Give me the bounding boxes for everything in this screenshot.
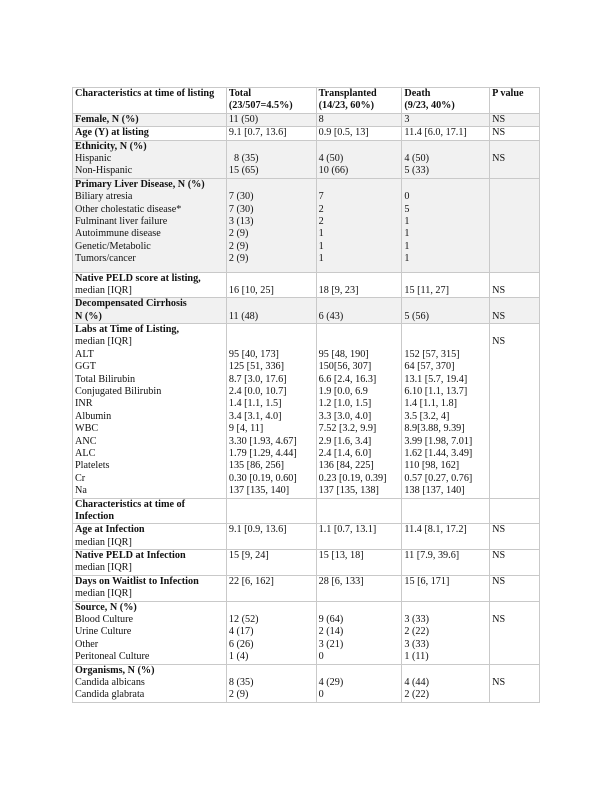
- cell-death: 4 (50) 5 (33): [402, 140, 490, 178]
- table-row-source: [73, 601, 540, 664]
- table-row-native-peld-listing: [73, 272, 540, 298]
- cell-transplanted: 95 [48, 190] 150[56, 307] 6.6 [2.4, 16.3] 1.9 [0.0, 6.9 1.2 [1.0, 1.5] 3.3 [3.0, 4.0] 7.52 [3.2, 9.9] 2.9 [1.6, 3.4] 2.4 [1.4, 6.0] 136 [84, 225] 0.23 [0.19, 0.39] 137 [135, 138]: [316, 324, 402, 498]
- cell-total: 12 (52) 4 (17) 6 (26) 1 (4): [226, 601, 316, 664]
- cell-p-value: NS: [490, 550, 540, 576]
- section-label: Characteristics at time of Infection: [73, 498, 227, 524]
- row-label: Days on Waitlist to Infection median [IQR]: [73, 575, 227, 601]
- cell-death: 3: [402, 113, 490, 126]
- cell-total: 9.1 [0.7, 13.6]: [226, 127, 316, 140]
- row-label: Native PELD at Infection median [IQR]: [73, 550, 227, 576]
- cell-transplanted: 8: [316, 113, 402, 126]
- table-row-labs-at-listing: [73, 324, 540, 498]
- characteristics-table: [72, 87, 540, 703]
- cell-p-value: [490, 178, 540, 272]
- cell-transplanted: 4 (29) 0: [316, 664, 402, 702]
- cell-total: 16 [10, 25]: [226, 272, 316, 298]
- row-label: Age at Infection median [IQR]: [73, 524, 227, 550]
- table-row-organisms: [73, 664, 540, 702]
- cell-total: 11 (50): [226, 113, 316, 126]
- cell-death: 3 (33) 2 (22) 3 (33) 1 (11): [402, 601, 490, 664]
- cell-total: 22 [6, 162]: [226, 575, 316, 601]
- cell-death: 5 (56): [402, 298, 490, 324]
- table-row-native-peld-infection: [73, 550, 540, 576]
- cell-total: 15 [9, 24]: [226, 550, 316, 576]
- cell-transplanted: 15 [13, 18]: [316, 550, 402, 576]
- table-row-age-at-infection: [73, 524, 540, 550]
- header-total: Total (23/507=4.5%): [226, 88, 316, 114]
- cell-p-value: NS: [490, 127, 540, 140]
- cell-death: 4 (44) 2 (22): [402, 664, 490, 702]
- cell-death: 152 [57, 315] 64 [57, 370] 13.1 [5.7, 19.4] 6.10 [1.1, 13.7] 1.4 [1.1, 1.8] 3.5 [3.2, 4] 8.9[3.88, 9.39] 3.99 [1.98, 7.01] 1.62 [1.44, 3.49] 110 [98, 162] 0.57 [0.27, 0.76] 138 [137, 140]: [402, 324, 490, 498]
- cell-transplanted: 1.1 [0.7, 13.1]: [316, 524, 402, 550]
- header-p-value: P value: [490, 88, 540, 114]
- table-row-decompensated-cirrhosis: [73, 298, 540, 324]
- row-label: Source, N (%) Blood Culture Urine Culture Other Peritoneal Culture: [73, 601, 227, 664]
- cell-death: 11.4 [8.1, 17.2]: [402, 524, 490, 550]
- table-header-row: [73, 88, 540, 114]
- cell-p-value: NS: [490, 298, 540, 324]
- row-label: Female, N (%): [73, 113, 227, 126]
- cell-transplanted: 28 [6, 133]: [316, 575, 402, 601]
- cell-p-value: NS: [490, 664, 540, 702]
- cell-p-value: NS: [490, 601, 540, 664]
- cell-total: 8 (35) 2 (9): [226, 664, 316, 702]
- cell-transplanted: 18 [9, 23]: [316, 272, 402, 298]
- cell-total: 7 (30) 7 (30) 3 (13) 2 (9) 2 (9) 2 (9): [226, 178, 316, 272]
- cell-p-value: NS: [490, 524, 540, 550]
- row-label: Primary Liver Disease, N (%) Biliary atresia Other cholestatic disease* Fulminant liver failure Autoimmune disease Genetic/Metabolic Tumors/cancer: [73, 178, 227, 272]
- row-label: Age (Y) at listing: [73, 127, 227, 140]
- row-label: Ethnicity, N (%) Hispanic Non-Hispanic: [73, 140, 227, 178]
- cell-total: 9.1 [0.9, 13.6]: [226, 524, 316, 550]
- row-label: Decompensated Cirrhosis N (%): [73, 298, 227, 324]
- cell-p-value: NS: [490, 140, 540, 178]
- cell-total: 8 (35) 15 (65): [226, 140, 316, 178]
- cell-transplanted: 0.9 [0.5, 13]: [316, 127, 402, 140]
- row-label: Labs at Time of Listing, median [IQR] ALT GGT Total Bilirubin Conjugated Bilirubin INR Albumin WBC ANC ALC Platelets Cr Na: [73, 324, 227, 498]
- header-characteristics: Characteristics at time of listing: [73, 88, 227, 114]
- table-row-ethnicity: [73, 140, 540, 178]
- cell-p-value: NS: [490, 272, 540, 298]
- table-row-female: [73, 113, 540, 126]
- cell-transplanted: 7 2 2 1 1 1: [316, 178, 402, 272]
- row-label: Native PELD score at listing, median [IQR]: [73, 272, 227, 298]
- table-row-days-on-waitlist: [73, 575, 540, 601]
- cell-death: 15 [11, 27]: [402, 272, 490, 298]
- cell-transplanted: 9 (64) 2 (14) 3 (21) 0: [316, 601, 402, 664]
- cell-death: 11.4 [6.0, 17.1]: [402, 127, 490, 140]
- cell-p-value: NS: [490, 575, 540, 601]
- table-row-primary-liver-disease: [73, 178, 540, 272]
- row-label: Organisms, N (%) Candida albicans Candida glabrata: [73, 664, 227, 702]
- cell-total: 95 [40, 173] 125 [51, 336] 8.7 [3.0, 17.6] 2.4 [0.0, 10.7] 1.4 [1.1, 1.5] 3.4 [3.1, 4.0] 9 [4, 11] 3.30 [1.93, 4.67] 1.79 [1.29, 4.44] 135 [86, 256] 0.30 [0.19, 0.60] 137 [135, 140]: [226, 324, 316, 498]
- section-header-infection: [73, 498, 540, 524]
- cell-p-value: NS: [490, 113, 540, 126]
- header-death: Death (9/23, 40%): [402, 88, 490, 114]
- cell-transplanted: 4 (50) 10 (66): [316, 140, 402, 178]
- header-transplanted: Transplanted (14/23, 60%): [316, 88, 402, 114]
- cell-death: 11 [7.9, 39.6]: [402, 550, 490, 576]
- cell-p-value: NS: [490, 324, 540, 498]
- cell-total: 11 (48): [226, 298, 316, 324]
- table-row-age: [73, 127, 540, 140]
- cell-transplanted: 6 (43): [316, 298, 402, 324]
- cell-death: 0 5 1 1 1 1: [402, 178, 490, 272]
- cell-death: 15 [6, 171]: [402, 575, 490, 601]
